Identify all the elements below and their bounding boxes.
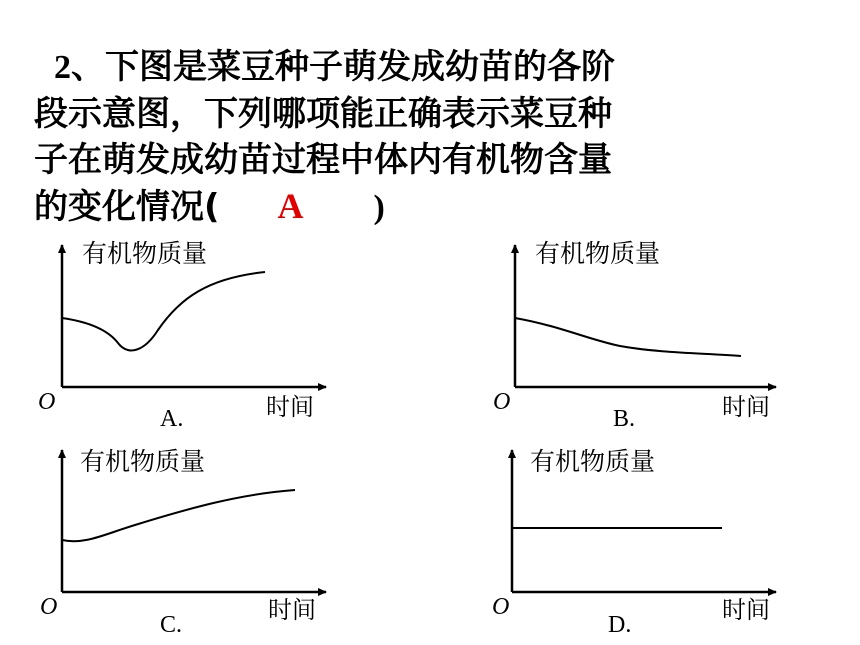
question-line-2: 段示意图，下列哪项能正确表示菜豆种: [34, 94, 612, 134]
graph-a: [38, 239, 326, 432]
graph-c-curve: [62, 490, 295, 541]
graph-c-option-label: C.: [160, 612, 183, 638]
graph-b-option-label: B.: [613, 406, 636, 432]
graph-a-curve: [62, 272, 265, 350]
graph-c-y-label: 有机物质量: [80, 447, 206, 476]
question-line-1: 2、下图是菜豆种子萌发成幼苗的各阶: [54, 47, 615, 87]
graph-a-x-label: 时间: [266, 393, 314, 421]
graph-c: [40, 447, 326, 638]
graph-a-y-label: 有机物质量: [82, 239, 208, 268]
graph-b-x-label: 时间: [722, 393, 770, 421]
question-line-4: 的变化情况( A ): [34, 186, 385, 227]
graph-d-y-label: 有机物质量: [530, 447, 656, 476]
graph-d-origin: O: [492, 594, 510, 620]
graph-d-x-label: 时间: [722, 596, 770, 624]
graph-c-x-label: 时间: [268, 596, 316, 624]
question-number: 2、: [54, 49, 105, 86]
graph-b-origin: O: [493, 389, 511, 415]
graph-b: [493, 239, 776, 432]
graph-c-origin: O: [40, 594, 58, 620]
graph-b-curve: [515, 318, 741, 356]
graph-a-option-label: A.: [160, 406, 184, 432]
graph-a-origin: O: [38, 389, 56, 415]
graph-d: [492, 447, 776, 638]
question-line-3: 子在萌发成幼苗过程中体内有机物含量: [34, 140, 612, 180]
graph-b-y-label: 有机物质量: [535, 239, 661, 268]
answer-text: A: [277, 186, 304, 226]
graph-d-option-label: D.: [608, 612, 632, 638]
